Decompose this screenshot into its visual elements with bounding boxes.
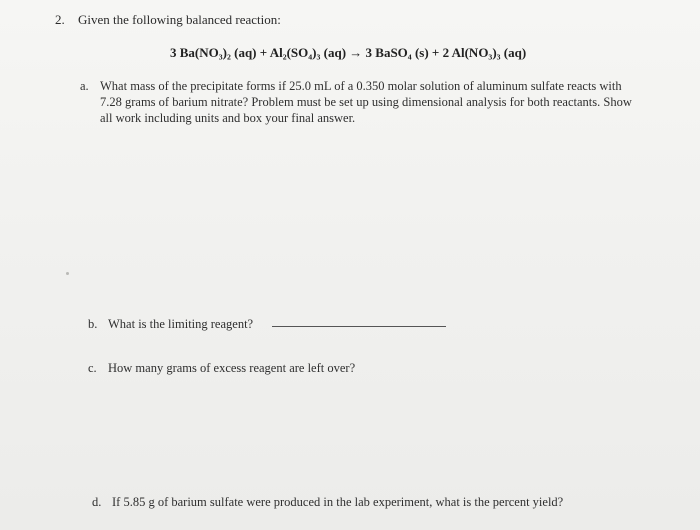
balanced-equation: 3 Ba(NO₃)₂ (aq) + Al₂(SO₄)₃ (aq) → 3 BaSO₄ (s) + 2 Al(NO₃)₃ (aq) xyxy=(170,45,527,60)
part-b-text: What is the limiting reagent? xyxy=(108,317,254,331)
part-c-label: c. xyxy=(88,361,97,375)
part-a-label: a. xyxy=(80,79,89,93)
part-d-text: If 5.85 g of barium sulfate were produced in the lab experiment, what is the percent yield? xyxy=(112,495,564,509)
part-b-label: b. xyxy=(88,317,98,331)
part-a-text: What mass of the precipitate forms if 25.0 mL of a 0.350 molar solution of aluminum sulfate reacts with 7.28 grams of barium nitrate? Problem must be set up using dimensional analysis for both reactants. Show all work including units and box your final answer. xyxy=(100,79,632,125)
part-c-text: How many grams of excess reagent are left over? xyxy=(108,361,356,375)
answer-blank-line xyxy=(272,326,446,327)
problem-number: 2. xyxy=(55,12,65,27)
problem-intro: Given the following balanced reaction: xyxy=(78,12,281,27)
stray-mark xyxy=(66,272,69,275)
part-d-label: d. xyxy=(92,495,102,509)
